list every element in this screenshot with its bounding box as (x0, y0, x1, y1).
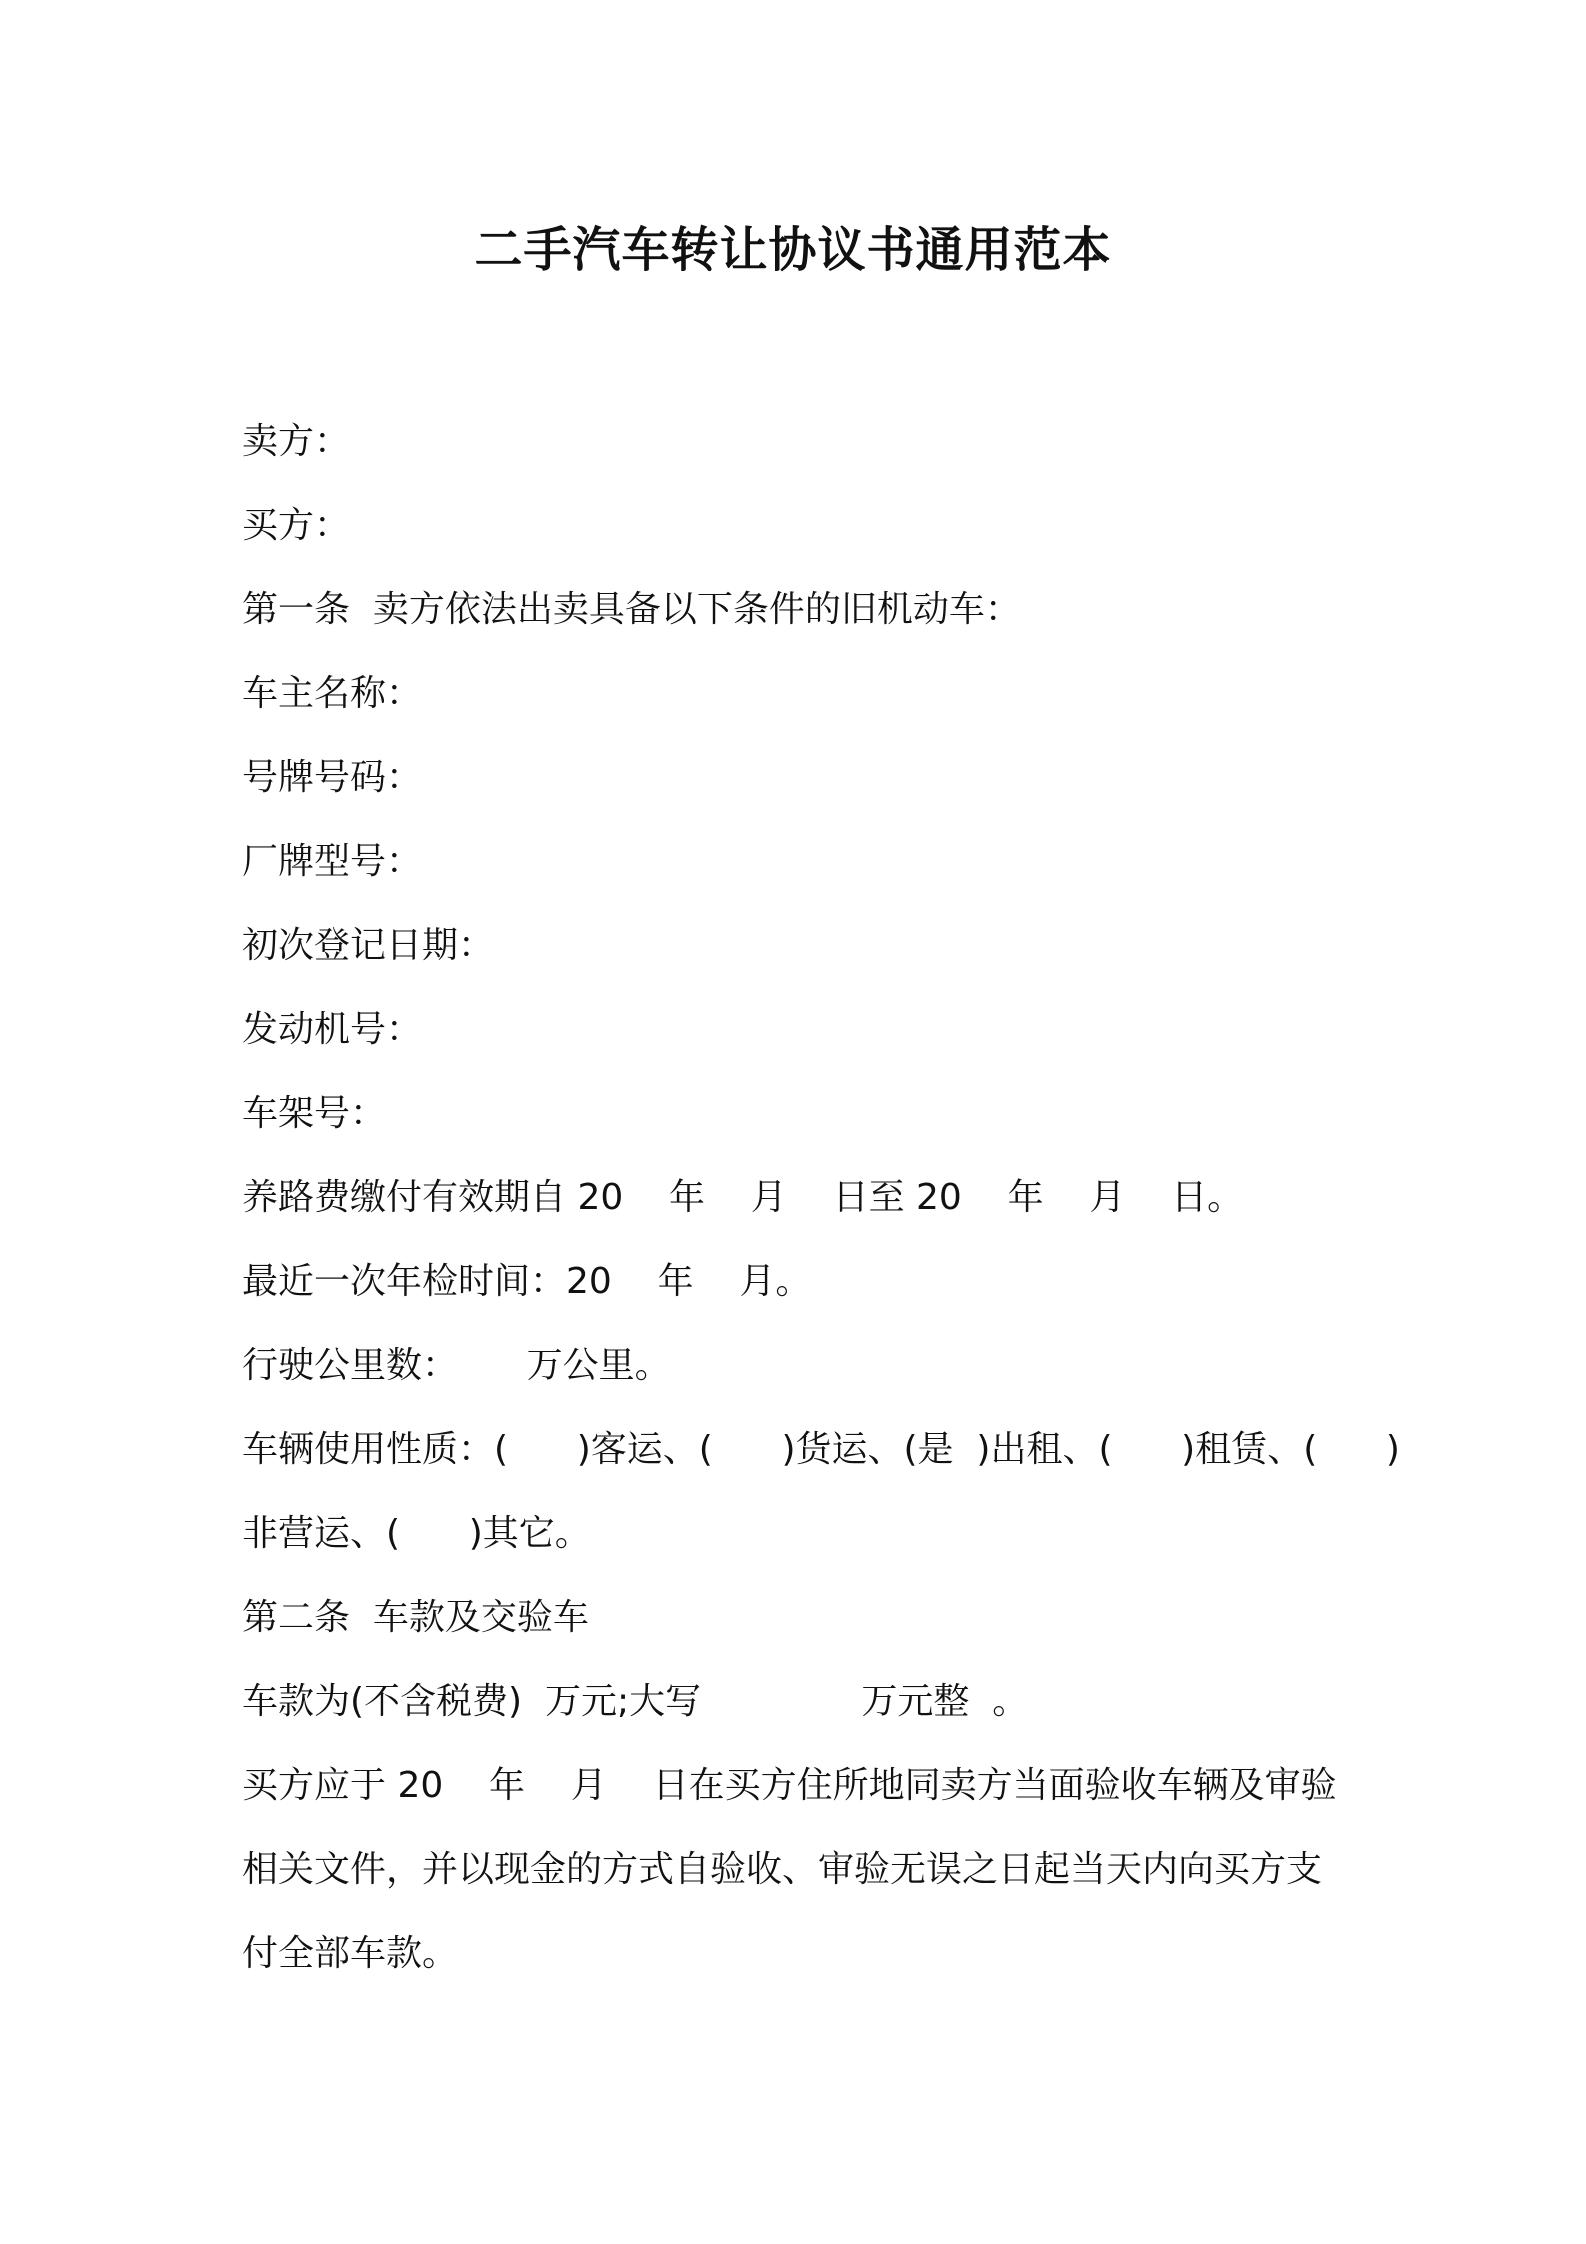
vehicle-use-nature-continuation-line: 非营运、( )其它。 (242, 1513, 591, 1554)
vehicle-use-nature-line: 车辆使用性质：( )客运、( )货运、(是 )出租、( )租赁、( ) (242, 1429, 1400, 1470)
mileage-line: 行驶公里数： 万公里。 (242, 1345, 671, 1386)
document-body (242, 400, 1400, 1996)
inspection-payment-line-3: 付全部车款。 (242, 1933, 459, 1974)
buyer-line: 买方： (242, 505, 351, 546)
frame-number-line: 车架号： (242, 1093, 387, 1134)
owner-name-line: 车主名称： (242, 673, 423, 714)
inspection-payment-line-2: 相关文件，并以现金的方式自验收、审验无误之日起当天内向买方支 (242, 1849, 1323, 1890)
document-title: 二手汽车转让协议书通用范本 (474, 222, 1112, 278)
brand-model-line: 厂牌型号： (242, 841, 423, 882)
plate-number-line: 号牌号码： (242, 757, 423, 798)
first-registration-date-line: 初次登记日期： (242, 925, 495, 966)
vehicle-price-line: 车款为(不含税费) 万元;大写 万元整 。 (242, 1681, 1029, 1722)
article-two-heading: 第二条 车款及交验车 (242, 1597, 589, 1638)
article-one-heading: 第一条 卖方依法出卖具备以下条件的旧机动车： (242, 589, 1021, 630)
inspection-payment-line-1: 买方应于 20 年 月 日在买方住所地同卖方当面验收车辆及审验 (242, 1765, 1337, 1806)
engine-number-line: 发动机号： (242, 1009, 423, 1050)
latest-inspection-line: 最近一次年检时间：20 年 月。 (242, 1261, 812, 1302)
road-fee-validity-line: 养路费缴付有效期自 20 年 月 日至 20 年 月 日。 (242, 1177, 1244, 1218)
seller-line: 卖方： (242, 421, 351, 462)
